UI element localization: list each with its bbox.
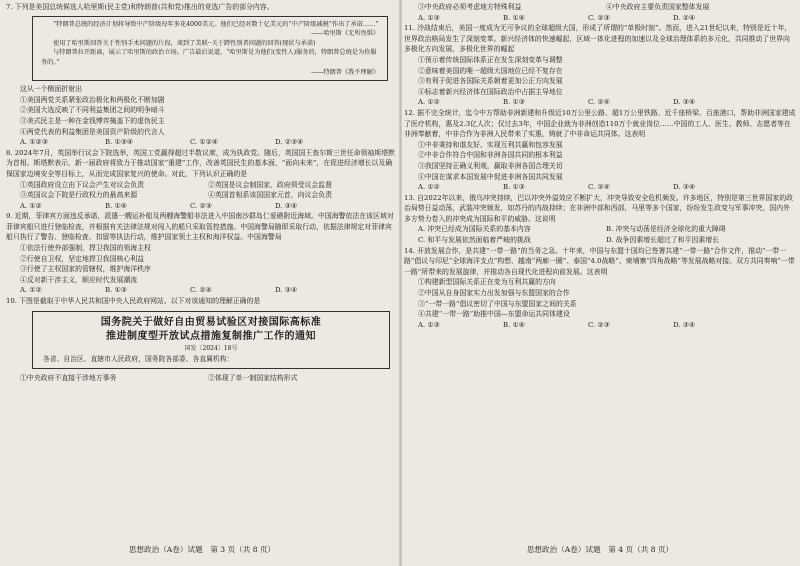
q12-option-3: ③我国坚持正确义利观，赢取非洲各国合理关切: [418, 161, 563, 170]
question-10-stem: 10. 下图是截取于中华人民共和国中央人民政府网站。以下对该通知的理解正确的是: [6, 297, 261, 306]
q10-answer-d: D. ②④: [673, 13, 696, 22]
q8-answer-c: C. ②③: [190, 201, 212, 210]
notice-doc-number: 国发〔2024〕18号: [184, 344, 238, 352]
q11-answers: [404, 97, 796, 108]
gov-notice-box: [32, 311, 390, 370]
q12-answers: [404, 182, 796, 193]
q9-option-2: ②行使自卫权，坚定地捍卫我国核心利益: [20, 254, 145, 263]
question-14-stem: 14. 开放发展合作，是共建“一带一路”的当务之急。十年来，中国与东盟十国均已签署共建“一带一路”合作文件，推动“一带一路”倡议与印尼“全球海洋支点”构想、越南“两廊一圈”、泰国“4.0战略”、柬埔寨“四角战略”等发展战略对接。双方共同奏响“一带一路”所带来的发展旋律，并推动各自现代化进程向前发展。这表明: [404, 246, 795, 276]
q14-answer-a: A. ①③: [418, 320, 440, 329]
q13-option-a: A. 冲突已经成为国际关系的基本内容: [418, 225, 531, 234]
quote-harris-source: ——哈里斯《无所畏惧》: [310, 30, 379, 38]
question-12-stem: 12. 据不完全统计，迄今中方帮助非洲新建和升级近10万公里公路、超1万公里铁路、近千座桥梁、百座港口，帮助非洲国家建成了医疗机构，惠及2.3亿人次；仅过去3年，中国企业就为非洲创造110万个就业岗位……中国的工人、医生、教师、志愿者等在非洲奉献着，中非合作为非洲人民带来了实惠，铸就了中非命运共同体。这表明: [404, 108, 796, 139]
q8-answers: [6, 201, 398, 212]
page-3: [6, 2, 398, 562]
q10-answer-c: C. ②③: [588, 13, 610, 22]
q12-option-1: ①中非秉持和谐友好、实现互利共赢和包容发展: [418, 140, 563, 149]
q13-option-b: B. 冲突与动荡是经济全球化的重大障碍: [606, 225, 726, 234]
q10-options-first: [6, 373, 398, 384]
question-13-stem: 13. 自2022年以来，俄乌冲突持续，巴以冲突外溢效应不断扩大，冲突导致安全危机频发。许多地区，特别是第三世界国家的政治局势日益动荡，武装冲突频发，如苏丹的内战持续；在非洲中部和西部，马里等多个国家，纷纷发生政变与军事冲突，国内外多方势力卷入的冲突成为国际和平的威胁。这说明: [404, 193, 793, 223]
q11-answer-d: D. ③④: [673, 98, 696, 107]
q11-option-3: ③有利于促进各国际关系朝着更加公正方向发展: [418, 77, 563, 86]
notice-title-line-2: 推进制度型开放试点措施复制推广工作的通知: [106, 330, 316, 342]
q9-option-3: ③行使了主权国家的管辖权，维护海洋秩序: [20, 265, 151, 274]
q14-option-2: ②中国从自身国家实力出发加强与东盟国家的合作: [418, 289, 570, 298]
q7-answer-a: A. ①②③: [20, 138, 48, 147]
q10-option-1: ①中央政府不直接干涉地方事务: [20, 374, 117, 383]
q7-option-3: ③美式民主是一种在金钱博弈掩盖下的虚伪民主: [20, 116, 165, 125]
q13-option-c: C. 和平与发展依然面临着严峻的挑战: [418, 236, 531, 245]
q12-answer-d: D. ③④: [673, 183, 696, 192]
q10-option-3: ③中央政府必须考虑地方特殊利益: [418, 3, 522, 11]
q9-answer-d: D. ③④: [275, 286, 298, 295]
q10-option-4: ④中央政府主要负责国家整体发展: [606, 3, 710, 11]
q9-option-4: ④反对新干涉主义，顺应时代发展潮流: [20, 275, 138, 284]
quote-trump-source: ——特朗普《我不理解》: [310, 68, 379, 76]
q7-answer-b: B. ①③④: [105, 138, 133, 147]
q7-option-4: ④两党代表的利益集团是美国资产阶级的代言人: [20, 127, 165, 136]
q10-option-2: ②体现了单一制国家结构形式: [208, 374, 298, 383]
q14-answer-b: B. ①④: [503, 320, 525, 329]
q9-answer-c: C. ②④: [190, 286, 212, 295]
q14-answers: [404, 320, 796, 331]
q14-answer-d: D. ③④: [673, 320, 696, 329]
q7-answer-d: D. ②③④: [275, 138, 304, 147]
page-4-footer: 思想政治（A卷）试题 第 4 页（共 8 页）: [526, 545, 674, 555]
notice-title-line-1: 国务院关于做好自由贸易试验区对接国际高标准: [100, 316, 322, 328]
q8-answer-d: D. ③④: [275, 201, 298, 210]
q14-option-1: ①构建新型国际关系正在变为互利共赢的方向: [418, 278, 556, 287]
q8-options: [6, 180, 398, 201]
q11-answer-a: A. ①②: [418, 98, 440, 107]
q14-option-4: ④共建“一带一路”助推中国—东盟命运共同体建设: [418, 310, 570, 319]
q12-answer-a: A. ①②: [418, 183, 440, 192]
q8-option-3: ③英国议会下院是行政权力的最高来源: [20, 191, 138, 200]
quote-harris-text: “特朗普总统的经济计划将导致中产阶级每年多花4000美元。他们已经对数十亿美元的“中产阶级减税”作出了承诺……”: [53, 20, 379, 28]
q11-answer-c: C. ②④: [588, 98, 610, 107]
q10-options-rest: [404, 2, 796, 13]
q8-answer-a: A. ①②: [20, 201, 42, 210]
quote-trump-text-2: 与特朗普拉开距离，展示了哈里斯的政治立场。广告最后说道，“哈里斯是为他们(变性人)服务的，特朗普总统是为你服务的。”: [41, 49, 377, 66]
quote-trump-text-1: 使用了哈里斯回答关于性别手术问题的片段，谈到了美联··关于跨性别者问题的回答(现状与承诺): [53, 39, 316, 47]
question-9-stem: 9. 近期，菲律宾方面违反承诺，派遣一艘运补船及两艘海警船非法进入中国南沙群岛仁爱礁附近海域。中国海警依法在该区域对菲律宾船只进行登临检查，并根据有关法律法规对闯入的船只采取管控措施。中国海警局随即采取行动，依据法律规定对菲律宾船只执行了警告、登临检查、扣留等执法行动，维护国家领土主权和海洋权益。中国海警局: [6, 212, 394, 242]
question-11-stem: 11. 冷战结束后，美国一度成为无可争议的全球超级大国，形成了所谓的“单极时刻”。然而，进入21世纪以来，特别是近十年，世界政治格局发生了深刻变革。新兴经济体的快速崛起，区域一体化进程的加速以及全球治理体系的多元化，共同推动了世界向多极化方向发展，多极化世界的崛起: [404, 24, 792, 54]
page-fold-divider: [399, 0, 402, 566]
q8-option-1: ①英国政府设立由下议会产生对议会负责: [20, 180, 145, 189]
page-4: [404, 2, 796, 562]
q10-answer-a: A. ①③: [418, 13, 440, 22]
q14-option-3: ③“一带一路”倡议密切了中国与东盟国家之间的关系: [418, 299, 577, 308]
q11-option-4: ④标志着新兴经济体在国际政治中占据主导地位: [418, 87, 563, 96]
page-3-footer: 思想政治（A卷）试题 第 3 页（共 8 页）: [128, 545, 276, 555]
q12-option-4: ④中国在谋求本国发展中促进非洲各国共同发展: [418, 172, 563, 181]
q9-answer-a: A. ①②: [20, 286, 42, 295]
q8-answer-b: B. ①④: [105, 201, 127, 210]
q12-option-2: ②中非合作符合中国和非洲各国共同的根本利益: [418, 151, 563, 160]
q11-option-1: ①预示着传统国际体系正在发生深刻变革与调整: [418, 55, 563, 64]
q10-answer-b: B. ①④: [503, 13, 525, 22]
q14-answer-c: C. ②③: [588, 320, 610, 329]
q13-option-d: D. 战争因素增长超过了和平因素增长: [606, 236, 720, 245]
q7-option-2: ②美国大选反映了不同利益集团之间的明争暗斗: [20, 106, 165, 115]
q7-answer-c: C. ①②④: [190, 138, 218, 147]
q9-answers: [6, 285, 398, 296]
q7-answers: [6, 137, 398, 148]
q13-options: [404, 224, 796, 245]
question-7-continuation: 这从一个侧面折射出: [20, 85, 83, 94]
q7-option-1: ①美国两党关系紧张政治极化和两极化不断加剧: [20, 95, 165, 104]
q11-option-2: ②意味着美国的唯一超级大国地位已经不复存在: [418, 66, 563, 75]
q8-option-4: ④英国首相系该国国家元首，向议会负责: [208, 191, 333, 200]
question-7-stem: 7. 下列是美国总统候选人哈里斯(民主党)和特朗普(共和党)推出的竞选广告的部分内容。: [6, 3, 274, 11]
q9-answer-b: B. ①③: [105, 286, 127, 295]
q12-answer-c: C. ②④: [588, 183, 610, 192]
question-8-stem: 8. 2024年7月，英国举行议会下院选举，英国工党赢得超过半数议席，成为执政党。随后，英国国王查尔斯三世任命领袖斯塔默为首相。斯塔默表示，新一届政府将致力于推动国家“重建”工作，改善英国民生的基本面，“面向未来”，在促进经济增长以及确保国家边境安全等目标上，从而完成国家复兴的使命。对此，下列认识正确的是: [6, 148, 395, 178]
q10-answers: [404, 13, 796, 24]
notice-recipients: 各省、自治区、直辖市人民政府，国务院各部委、各直属机构：: [43, 354, 234, 363]
q8-option-2: ②英国是议会制国家，政府须受议会监督: [208, 180, 333, 189]
question-7-quote-box: [32, 16, 388, 82]
q12-answer-b: B. ①③: [503, 183, 525, 192]
q11-answer-b: B. ①③: [503, 98, 525, 107]
q9-option-1: ①依法行使外部强制，捍卫我国的领海主权: [20, 244, 151, 253]
